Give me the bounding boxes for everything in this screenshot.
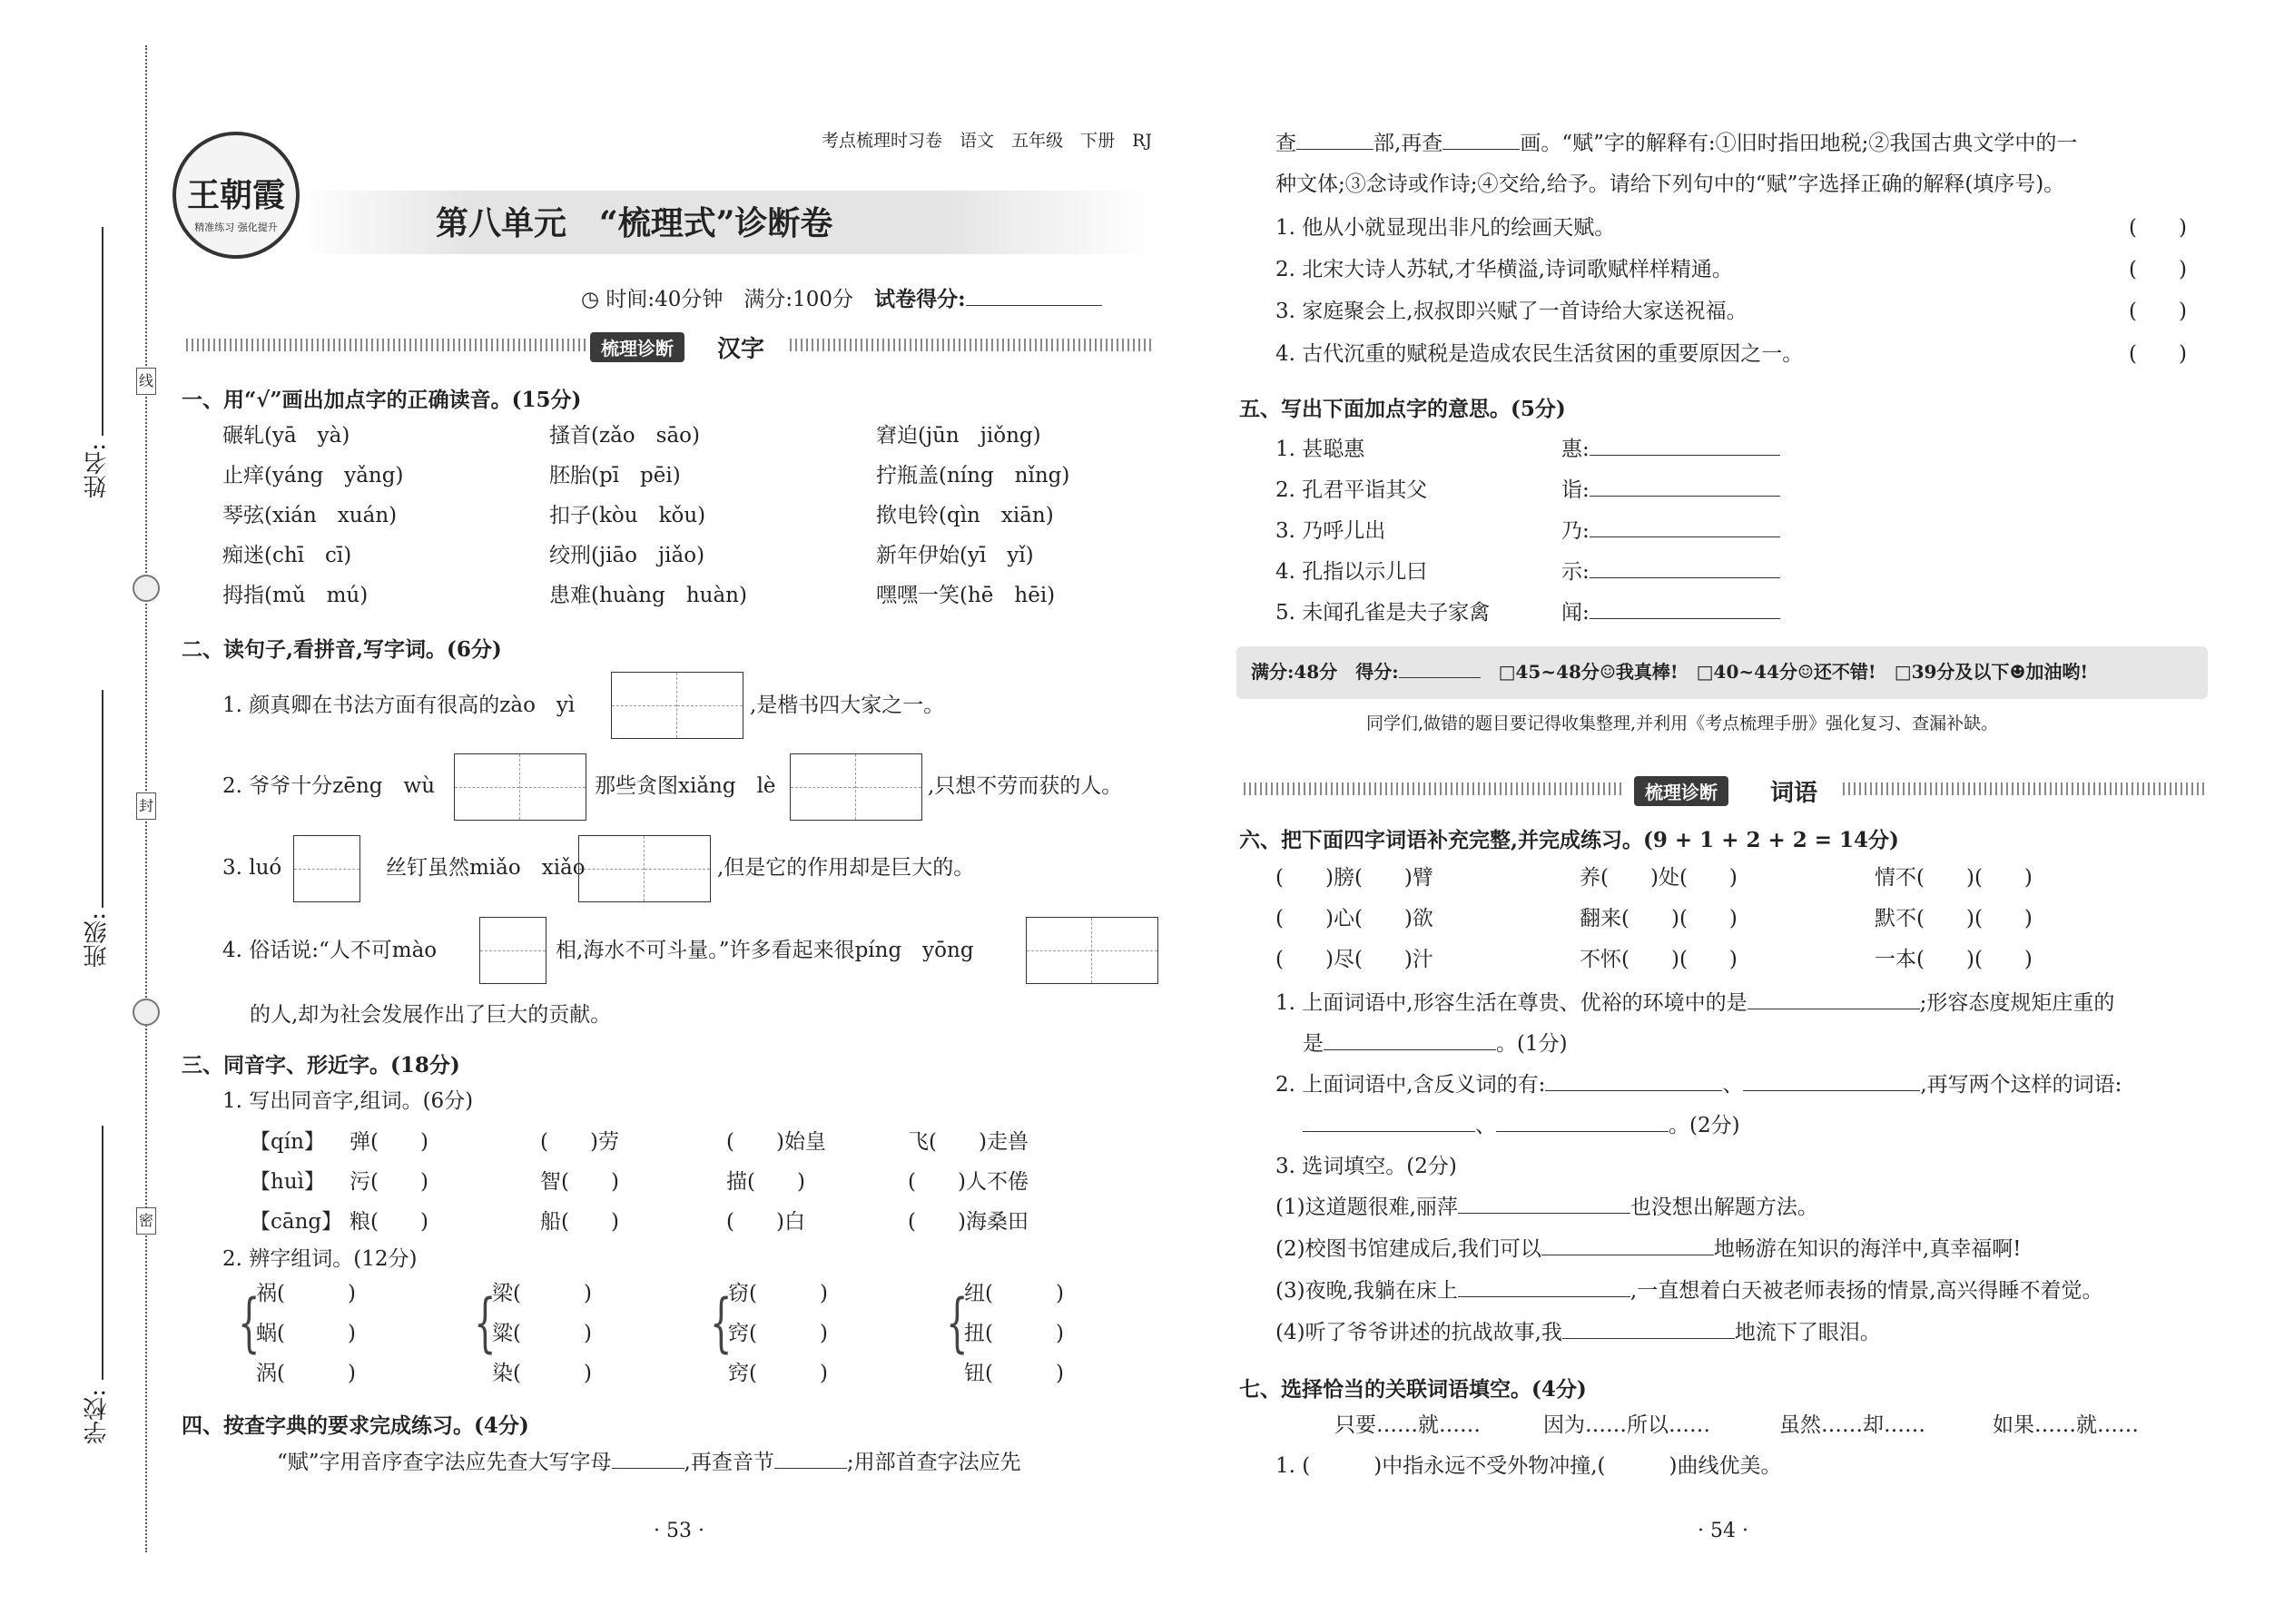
section-divider	[1843, 782, 2206, 795]
q7-s1: 1. ( )中指永远不受外物冲撞,( )曲线优美。	[1275, 1454, 1782, 1478]
answer-paren[interactable]: ( )	[2129, 342, 2187, 366]
q1-item: 拇指(mǔ mú)	[222, 584, 369, 607]
answer-blank[interactable]	[1743, 1071, 1920, 1091]
answer-blank[interactable]	[1541, 1235, 1714, 1255]
sidebar-class-label: 班级:	[84, 912, 111, 968]
score-blank	[966, 286, 1102, 306]
q6-fill: (1)这道题很难,丽萍 也没想出解题方法。	[1275, 1196, 1818, 1219]
answer-paren[interactable]: ( )	[2129, 300, 2187, 323]
q3-cell: ( )人不倦	[908, 1170, 1029, 1194]
idiom-blank[interactable]: 默不( )( )	[1875, 907, 2033, 930]
sidebar-school-line	[102, 1126, 103, 1380]
q3-cell: 飞( )走兽	[908, 1130, 1029, 1154]
q7-option: 如果……就……	[1993, 1413, 2139, 1437]
tianzi-grid[interactable]	[479, 917, 546, 984]
q3-word: 窍( )	[728, 1362, 828, 1385]
q6-fill: (2)校图书馆建成后,我们可以 地畅游在知识的海洋中,真幸福啊!	[1275, 1237, 2022, 1261]
q6-title: 六、把下面四字词语补充完整,并完成练习。(9 + 1 + 2 + 2 = 14分)	[1239, 828, 1899, 852]
q5-answer: 示:	[1561, 558, 1780, 586]
section-tag: 梳理诊断	[590, 332, 684, 362]
q1-item: 窘迫(jūn jiǒng)	[876, 424, 1041, 448]
q4-title: 四、按查字典的要求完成练习。(4分)	[182, 1413, 529, 1438]
q2-text: ,但是它的作用却是巨大的。	[717, 856, 975, 880]
cheer-icon: ☻	[2009, 661, 2026, 683]
page-number: · 53 ·	[654, 1520, 704, 1542]
q5-phrase: 5. 未闻孔雀是夫子家禽	[1275, 601, 1491, 625]
tianzi-grid[interactable]	[1026, 917, 1158, 984]
q3-word: 纽( )	[964, 1282, 1064, 1305]
q3-title: 三、同音字、形近字。(18分)	[182, 1053, 460, 1078]
brace-icon: {	[946, 1285, 969, 1360]
q3-cell: 弹( )	[350, 1130, 428, 1154]
q4-item: 4. 古代沉重的赋税是造成农民生活贫困的重要原因之一。	[1275, 342, 1804, 366]
q4-item: 2. 北宋大诗人苏轼,才华横溢,诗词歌赋样样精通。	[1275, 258, 1733, 281]
sidebar-class-line	[102, 690, 103, 908]
q2-text: 2. 爷爷十分zēng wù	[222, 774, 436, 798]
answer-blank[interactable]	[612, 1449, 684, 1469]
section-divider	[1244, 782, 1625, 795]
q7-option: 只要……就……	[1334, 1413, 1481, 1437]
q4-line3: 种文体;③念诗或作诗;④交给,给予。请给下列句中的“赋”字选择正确的解释(填序号)。	[1275, 172, 2065, 196]
q5-title: 五、写出下面加点字的意思。(5分)	[1239, 397, 1566, 421]
answer-blank[interactable]	[1496, 1112, 1669, 1132]
answer-blank[interactable]	[1442, 130, 1520, 150]
answer-blank[interactable]	[1303, 1112, 1475, 1132]
q1-item: 止痒(yáng yǎng)	[222, 464, 404, 487]
q3-word: 染( )	[492, 1362, 592, 1385]
answer-paren[interactable]: ( )	[2129, 216, 2187, 240]
binding-knot	[133, 999, 160, 1026]
q5-answer: 诣:	[1561, 477, 1780, 504]
header-meta: 考点梳理时习卷 语文 五年级 下册 RJ	[822, 131, 1153, 151]
q2-text: 1. 颜真卿在书法方面有很高的zào yì	[222, 694, 576, 717]
idiom-blank[interactable]: 一本( )( )	[1875, 948, 2033, 971]
q2-text: ,是楷书四大家之一。	[750, 694, 945, 717]
idiom-blank[interactable]: ( )尽( )汁	[1275, 948, 1433, 971]
q5-phrase: 1. 甚聪惠	[1275, 438, 1365, 461]
q1-item: 绞刑(jiāo jiǎo)	[549, 544, 705, 567]
idiom-blank[interactable]: 情不( )( )	[1875, 866, 2033, 890]
answer-blank[interactable]	[1296, 130, 1373, 150]
q3-cell: 【huì】	[250, 1170, 325, 1194]
idiom-blank[interactable]: 不怀( )( )	[1580, 948, 1738, 971]
page-number: · 54 ·	[1698, 1520, 1748, 1542]
idiom-blank[interactable]: 养( )处( )	[1580, 866, 1738, 890]
brace-icon: {	[238, 1285, 261, 1360]
tianzi-grid[interactable]	[454, 753, 586, 821]
seal-mark: 封	[136, 792, 156, 820]
answer-blank[interactable]	[1562, 1319, 1735, 1339]
q2-text: 4. 俗话说:“人不可mào	[222, 939, 438, 962]
q2-title: 二、读句子,看拼音,写字词。(6分)	[182, 637, 502, 662]
section-divider	[790, 339, 1153, 351]
smile-icon: ☺	[1797, 661, 1814, 683]
q5-answer: 惠:	[1561, 436, 1780, 463]
q1-item: 痴迷(chī cī)	[222, 544, 352, 567]
answer-paren[interactable]: ( )	[2129, 258, 2187, 281]
q1-item: 患难(huàng huàn)	[549, 584, 747, 607]
answer-blank[interactable]	[1545, 1071, 1722, 1091]
section-divider	[186, 339, 586, 351]
q3-word: 扭( )	[964, 1322, 1064, 1345]
sidebar-name-line	[102, 227, 103, 436]
sidebar-name-label: 姓名:	[84, 443, 111, 498]
section-title: 汉字	[717, 336, 765, 363]
q3-cell: ( )白	[726, 1210, 805, 1234]
exam-meta: ◷ 时间:40分钟 满分:100分 试卷得分:	[581, 286, 1102, 313]
q3-cell: ( )劳	[540, 1130, 619, 1154]
q5-phrase: 2. 孔君平诣其父	[1275, 478, 1428, 502]
q7-option: 因为……所以……	[1543, 1413, 1710, 1437]
q6-fill: (4)听了爷爷讲述的抗战故事,我 地流下了眼泪。	[1275, 1321, 1881, 1344]
answer-blank[interactable]	[1590, 477, 1780, 497]
q2-text: 那些贪图xiǎng lè	[595, 774, 776, 798]
q3-cell: 船( )	[540, 1210, 619, 1234]
q3-cell: ( )始皇	[726, 1130, 826, 1154]
smile-icon: ☺	[1599, 661, 1616, 683]
clock-icon: ◷	[581, 288, 606, 311]
q1-item: 揿电铃(qìn xiān)	[876, 504, 1054, 527]
answer-blank[interactable]	[1748, 989, 1920, 1009]
q3-word: 粱( )	[492, 1322, 592, 1345]
q5-phrase: 4. 孔指以示儿曰	[1275, 560, 1428, 584]
q5-answer: 乃:	[1561, 517, 1780, 545]
binding-knot	[133, 575, 160, 602]
brand-logo	[172, 132, 300, 259]
q1-item: 搔首(zǎo sāo)	[549, 424, 700, 448]
q3-cell: 描( )	[726, 1170, 805, 1194]
q3-cell: 【qín】	[250, 1130, 325, 1154]
answer-blank[interactable]	[1590, 599, 1780, 619]
sidebar-school-label: 学校:	[84, 1389, 111, 1444]
q3-cell: 智( )	[540, 1170, 619, 1194]
q1-item: 新年伊始(yī yǐ)	[876, 544, 1034, 567]
page-title: 第八单元 “梳理式”诊断卷	[436, 204, 833, 242]
tianzi-grid[interactable]	[578, 835, 711, 902]
tianzi-grid[interactable]	[293, 835, 360, 902]
q7-title: 七、选择恰当的关联词语填空。(4分)	[1239, 1377, 1587, 1402]
answer-blank[interactable]	[1590, 517, 1780, 537]
idiom-blank[interactable]: ( )心( )欲	[1275, 907, 1433, 930]
q7-option: 虽然……却……	[1779, 1413, 1925, 1437]
q3-word: 窍( )	[728, 1322, 828, 1345]
answer-blank[interactable]	[1324, 1030, 1496, 1050]
tianzi-grid[interactable]	[611, 672, 743, 739]
q1-item: 胚胎(pī pēi)	[549, 464, 681, 487]
answer-blank[interactable]	[1590, 558, 1780, 578]
idiom-blank[interactable]: 翻来( )( )	[1580, 907, 1738, 930]
q3-word: 梁( )	[492, 1282, 592, 1305]
q1-item: 琴弦(xián xuán)	[222, 504, 398, 527]
q3-cell: ( )海桑田	[908, 1210, 1029, 1234]
q3-word: 蜗( )	[256, 1322, 356, 1345]
q6-p2: 2. 上面词语中,含反义词的有: 、 ,再写两个这样的词语:	[1275, 1073, 2122, 1097]
answer-blank[interactable]	[1590, 436, 1780, 456]
q3-word: 钮( )	[964, 1362, 1064, 1385]
answer-blank[interactable]	[1458, 1194, 1630, 1214]
brace-icon: {	[474, 1285, 497, 1360]
q5-phrase: 3. 乃呼儿出	[1275, 519, 1386, 543]
q4-item: 3. 家庭聚会上,叔叔即兴赋了一首诗给大家送祝福。	[1275, 300, 1748, 323]
q2-text: 3. luó	[222, 856, 282, 880]
q6-p2-cont: 、 。(2分)	[1303, 1112, 1740, 1139]
q3-cell: 粮( )	[350, 1210, 428, 1234]
q3-word: 涡( )	[256, 1362, 356, 1385]
q6-fill: (3)夜晚,我躺在床上 ,一直想着白天被老师表扬的情景,高兴得睡不着觉。	[1275, 1279, 2103, 1303]
logo-tagline: 精准练习 强化提升	[194, 221, 278, 233]
q1-item: 拧瓶盖(níng nǐng)	[876, 464, 1070, 487]
section-title: 词语	[1770, 780, 1818, 807]
q2-text: ,只想不劳而获的人。	[928, 774, 1123, 798]
q3-cell: 污( )	[350, 1170, 428, 1194]
q6-p1-cont: 是 。(1分)	[1303, 1032, 1568, 1056]
q4-line1: “赋”字用音序查字法应先查大写字母 ,再查音节 ;用部首查字法应先	[277, 1451, 1021, 1474]
score-blank[interactable]	[1399, 658, 1481, 678]
q3-word: 窃( )	[728, 1282, 828, 1305]
q1-item: 扣子(kòu kǒu)	[549, 504, 706, 527]
q5-answer: 闻:	[1561, 599, 1780, 626]
review-tip: 同学们,做错的题目要记得收集整理,并利用《考点梳理手册》强化复习、查漏补缺。	[1366, 714, 1999, 733]
tianzi-grid[interactable]	[790, 753, 922, 821]
q3-sub: 1. 写出同音字,组词。(6分)	[222, 1089, 474, 1113]
q1-item: 嘿嘿一笑(hē hēi)	[876, 584, 1056, 607]
answer-blank[interactable]	[774, 1449, 847, 1469]
q3-cell: 【cāng】	[250, 1210, 343, 1234]
idiom-blank[interactable]: ( )膀( )臂	[1275, 866, 1433, 890]
section-tag: 梳理诊断	[1634, 776, 1728, 806]
q2-text: 丝钉虽然miǎo xiǎo	[386, 856, 586, 880]
seal-mark: 线	[136, 368, 156, 395]
q4-item: 1. 他从小就显现出非凡的绘画天赋。	[1275, 216, 1616, 240]
q3-sub: 2. 辨字组词。(12分)	[222, 1247, 418, 1271]
q1-title: 一、用“√”画出加点字的正确读音。(15分)	[182, 388, 582, 412]
answer-blank[interactable]	[1458, 1277, 1630, 1297]
seal-mark: 密	[136, 1207, 156, 1235]
q3-word: 祸( )	[256, 1282, 356, 1305]
q6-p3: 3. 选词填空。(2分)	[1275, 1155, 1457, 1178]
score-bar-content: 满分:48分 得分: □45~48分☺我真棒! □40~44分☺还不错! □39分及以下☻加油哟!	[1251, 658, 2088, 685]
q4-line2: 查 部,再查 画。“赋”字的解释有:①旧时指田地税;②我国古典文学中的一	[1275, 132, 2078, 155]
logo-text: 王朝霞	[186, 176, 285, 214]
brace-icon: {	[710, 1285, 733, 1360]
q2-text: 相,海水不可斗量。”许多看起来很píng yōng	[556, 939, 974, 962]
q1-item: 碾轧(yā yà)	[222, 424, 350, 448]
q6-p1: 1. 上面词语中,形容生活在尊贵、优裕的环境中的是 ;形容态度规矩庄重的	[1275, 991, 2115, 1015]
q2-text: 的人,却为社会发展作出了巨大的贡献。	[250, 1003, 612, 1027]
